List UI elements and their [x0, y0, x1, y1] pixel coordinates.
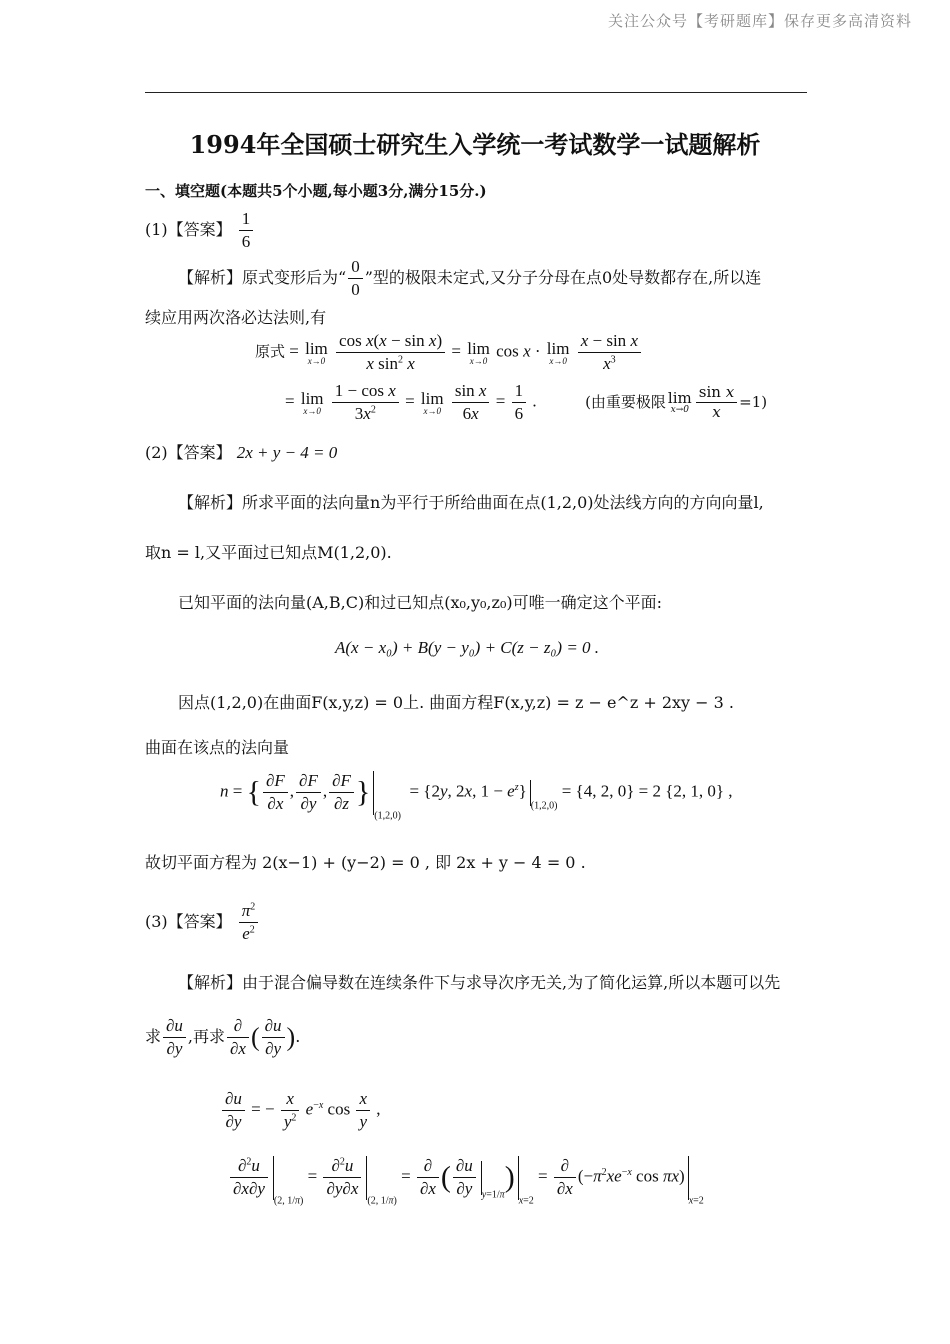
q3-formula-2: $\frac{\partial^2u}{\partial x\partial y}$ $_{(2, 1/\pi)}$ = $\frac{\partial^2u}{\partial y\partial x}$ $_{(2, 1/\pi)}$ = $\frac{\partial}{\partial x}$ ( $\frac{\partial u}{\partial y}$ $_{y=1/\pi})_{x=2}$ = $\frac{\partial}{\partial x}$ ($-\pi^2xe^{-x}$ $\cos \pi x)_{x=2}$	[228, 1155, 704, 1207]
q3-answer: (3)【答案】 $\frac{\pi^2}{e^2}$	[145, 900, 260, 945]
q2-analysis-line3: 已知平面的法向量(A,B,C)和过已知点(x₀,y₀,z₀)可唯一确定这个平面:	[178, 593, 662, 612]
q2-analysis-line6: 故切平面方程为 2(x−1) + (y−2) = 0 , 即 2x + y − 4 = 0 .	[145, 853, 586, 872]
q1-answer-label: (1)【答案】	[145, 220, 232, 240]
q3-analysis-line2: 求 $\frac{\partial u}{\partial y}$ ,再求 $\frac{\partial}{\partial x}$ ( $\frac{\partial u}{\partial y}$ ).	[145, 1015, 300, 1060]
q1-formula-2: = lim x→0 $\frac{\text{1 − cos x}}{3x^2}$ = lim x→0 $\frac{\text{sin x}}{6x}$ = $\frac{1}{6}$ . (由重要极限 lim x→0 $\frac{\text{sin x}}{x}$ =1)	[285, 380, 767, 425]
q3-analysis-line1: 【解析】由于混合偏导数在连续条件下与求导次序无关,为了简化运算,所以本题可以先	[178, 973, 781, 992]
q1-analysis-line2: 续应用两次洛必达法则,有	[145, 308, 327, 327]
section-heading: 一、填空题(本题共5个小题,每小题3分,满分15分.)	[145, 182, 487, 200]
q1-answer-fraction: $\frac{1}{6}$	[239, 208, 254, 253]
zero-over-zero: $\frac{0}{0}$	[348, 256, 363, 301]
q1-note: (由重要极限 lim x→0 $\frac{\text{sin x}}{x}$ =1)	[585, 382, 768, 421]
q2-answer: (2)【答案】 2x + y − 4 = 0	[145, 443, 338, 462]
q1-analysis-line1: 【解析】原式变形后为“ $\frac{0}{0}$ ”型的极限未定式,又分子分母在点0处导数都存在,所以连	[178, 256, 761, 301]
q2-normal-vector-formula: n = { $\frac{\partial F}{\partial x}$ , $\frac{\partial F}{\partial y}$ , $\frac{\partial F}{\partial z}$ }$_{(1,2,0)} = \{2y$, 2x, $1 - e^z\}_{(1,2,0)} = \{4$, 2, 0} = 2 {2, 1, 0} ,	[220, 771, 733, 822]
q2-analysis-line2: 取n = l,又平面过已知点M(1,2,0).	[145, 543, 392, 562]
q1-formula-1: 原式 = lim x→0 $\frac{\text{cos x(x − sin x)}}{x \sin^2 x}$ = lim x→0 cos x · lim x→0 $\frac{\text{x − sin x}}{x^3}$	[255, 330, 643, 375]
q2-plane-equation: A(x − x₀) + B(y − y₀) + C(z − z₀) = 0 .	[335, 638, 600, 657]
q3-answer-fraction: $\frac{\pi^2}{e^2}$	[239, 900, 259, 945]
q2-analysis-line5: 曲面在该点的法向量	[145, 738, 290, 757]
q1-answer	[145, 208, 255, 253]
page-title: 1994年全国硕士研究生入学统一考试数学一试题解析	[189, 130, 761, 159]
q3-formula-1: $\frac{\partial u}{\partial y}$ = − $\frac{x}{y^2}$ $e^{-x}$ cos $\frac{x}{y}$ ,	[220, 1088, 381, 1133]
q2-analysis-line1: 【解析】所求平面的法向量n为平行于所给曲面在点(1,2,0)处法线方向的方向向量l,	[178, 493, 764, 512]
header-rule	[145, 92, 807, 93]
q2-analysis-line4: 因点(1,2,0)在曲面F(x,y,z) = 0上. 曲面方程F(x,y,z) = z − e^z + 2xy − 3 .	[178, 693, 735, 712]
watermark: 关注公众号【考研题库】保存更多高清资料	[607, 12, 912, 30]
